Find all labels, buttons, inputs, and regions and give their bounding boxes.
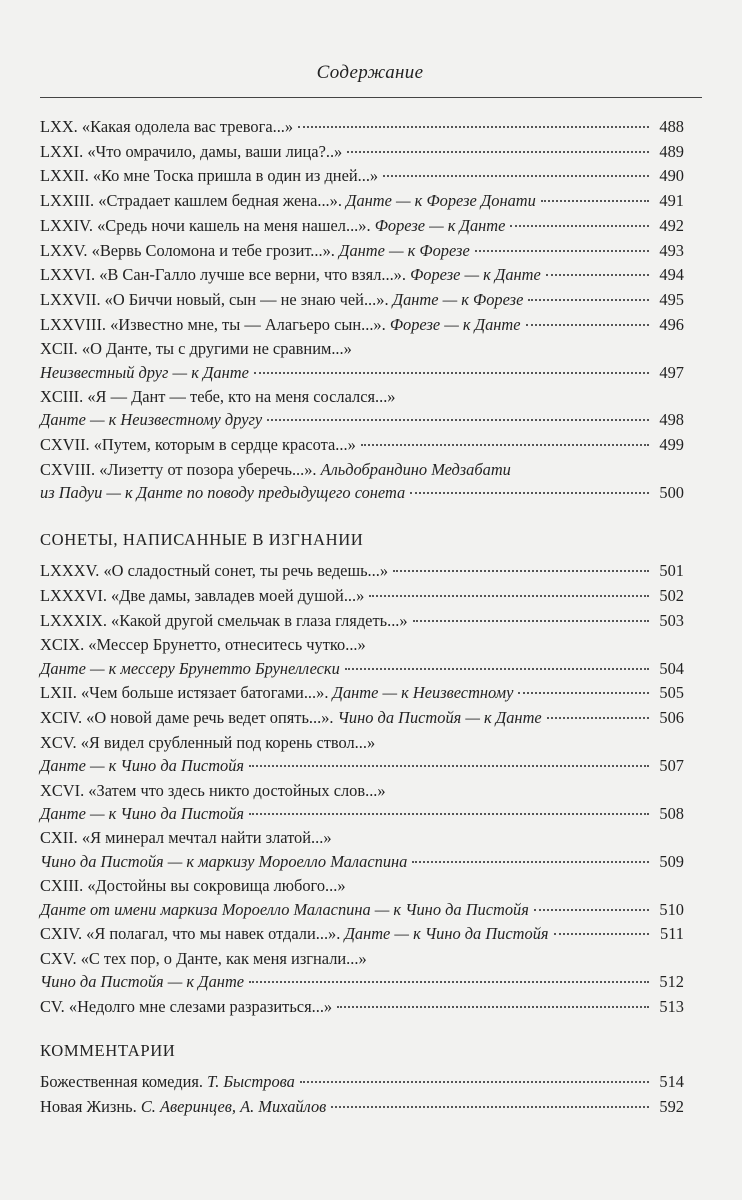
entry-label: Новая Жизнь. С. Аверинцев, А. Михайлов — [40, 1096, 327, 1116]
dot-leader — [393, 569, 649, 572]
toc-entry-xcix[interactable] — [40, 633, 684, 679]
entry-label: LXXXVI. «Две дамы, завладев моей душой...» — [40, 585, 365, 605]
entry-author: Данте — к Чино да Пистойя — [344, 924, 549, 944]
entry-label: LXII. «Чем больше истязает батогами...». Данте — к Неизвестному — [40, 683, 514, 703]
toc-entry-cxii[interactable] — [40, 826, 684, 872]
toc-entry-lxxiv[interactable] — [40, 214, 684, 237]
entry-label: Божественная комедия. Т. Быстрова — [40, 1072, 295, 1092]
entry-label: CXVII. «Путем, которым в сердце красота...» — [40, 435, 356, 455]
section-heading-commentary[interactable]: КОММЕНТАРИИ — [40, 1041, 176, 1061]
toc-entry-xciii[interactable] — [40, 385, 684, 431]
toc-entry-lxxxv[interactable] — [40, 559, 684, 582]
dot-leader — [413, 619, 649, 622]
dot-leader — [526, 323, 649, 326]
entry-author: Форезе — к Данте — [389, 314, 521, 334]
toc-entry-xcii[interactable] — [40, 337, 684, 383]
toc-entry-lxxviii[interactable] — [40, 313, 684, 336]
entry-label: XCVI. «Затем что здесь никто достойных слов...» — [40, 780, 386, 800]
entry-author: Данте — к Чино да Пистойя — [40, 803, 245, 823]
dot-leader — [518, 691, 649, 694]
entry-label: LXX. «Какая одолела вас тревога...» — [40, 117, 294, 136]
dot-leader — [547, 716, 649, 719]
dot-leader — [254, 371, 649, 374]
dot-leader — [383, 174, 649, 177]
entry-label: XCIV. «О новой даме речь ведет опять...». Чино да Пистойя — к Данте — [40, 707, 542, 727]
entry-author: Т. Быстрова — [207, 1072, 295, 1092]
dot-leader — [347, 150, 649, 153]
page-number: 514 — [659, 1072, 684, 1092]
page-number: 495 — [659, 289, 684, 309]
page-number: 508 — [659, 803, 684, 823]
dot-leader — [249, 980, 649, 983]
toc-entry-divine-comedy-commentary[interactable] — [40, 1070, 684, 1093]
entry-label: CXIV. «Я полагал, что мы навек отдали...». Данте — к Чино да Пистойя — [40, 924, 549, 944]
page-number: 493 — [659, 240, 684, 260]
toc-entry-lxxii[interactable] — [40, 164, 684, 187]
dot-leader — [298, 125, 649, 128]
toc-entry-lxxxix[interactable] — [40, 609, 684, 632]
page-number: 497 — [659, 362, 684, 382]
dot-leader — [249, 764, 649, 767]
toc-entry-xcvi[interactable] — [40, 779, 684, 825]
toc-entry-new-life-commentary[interactable] — [40, 1095, 684, 1118]
page-number: 506 — [659, 707, 684, 727]
dot-leader — [541, 199, 649, 202]
entry-label: CXII. «Я минерал мечтал найти златой...» — [40, 828, 332, 848]
dot-leader — [337, 1005, 649, 1008]
entry-label: XCIII. «Я — Дант — тебе, кто на меня сослался...» — [40, 387, 396, 407]
entry-label: XCIX. «Мессер Брунетто, отнеситесь чутко...» — [40, 635, 366, 655]
entry-author: Данте — к мессеру Брунетто Брунеллески — [40, 658, 340, 678]
entry-author: Неизвестный друг — к Данте — [40, 362, 249, 382]
header-rule — [40, 97, 702, 98]
page-number: 509 — [659, 851, 684, 871]
entry-author: Чино да Пистойя — к маркизу Мороелло Маласпина — [40, 851, 408, 871]
toc-entry-lxii[interactable] — [40, 681, 684, 704]
page-number: 501 — [659, 561, 684, 581]
page-number: 504 — [659, 658, 684, 678]
dot-leader — [528, 298, 649, 301]
toc-entry-cxiv[interactable] — [40, 922, 684, 945]
entry-label: XCV. «Я видел срубленный под корень ствол...» — [40, 732, 376, 752]
page-number: 499 — [659, 435, 684, 455]
running-head: Содержание — [316, 62, 424, 83]
entry-label: LXXXV. «О сладостный сонет, ты речь ведешь...» — [40, 561, 389, 581]
entry-label: LXXII. «Ко мне Тоска пришла в один из дней...» — [40, 166, 379, 186]
entry-author: С. Аверинцев, А. Михайлов — [140, 1096, 327, 1116]
dot-leader — [249, 812, 649, 815]
entry-label: LXXIII. «Страдает кашлем бедная жена...». Данте — к Форезе Донати — [40, 191, 536, 211]
toc-entry-cxiii[interactable] — [40, 874, 684, 920]
page-number: 507 — [659, 755, 684, 775]
entry-author: Данте — к Форезе — [339, 240, 470, 260]
page-number: 512 — [659, 972, 684, 992]
page-number: 511 — [660, 924, 684, 944]
page-number: 496 — [659, 314, 684, 334]
dot-leader — [510, 224, 649, 227]
toc-entry-xcv[interactable] — [40, 731, 684, 777]
dot-leader — [475, 249, 649, 252]
entry-label: LXXV. «Вервь Соломона и тебе грозит...». Данте — к Форезе — [40, 240, 470, 260]
entry-label: CXIII. «Достойны вы сокровища любого...» — [40, 876, 346, 896]
toc-entry-lxxv[interactable] — [40, 239, 684, 262]
table-of-contents — [40, 115, 684, 1118]
entry-author: Данте — к Чино да Пистойя — [40, 755, 245, 775]
entry-label: CXV. «С тех пор, о Данте, как меня изгнали...» — [40, 949, 367, 968]
entry-author: Данте от имени маркиза Мороелло Маласпина — к Чино да Пистойя — [40, 899, 529, 919]
page-number: 505 — [659, 683, 684, 703]
entry-author: Чино да Пистойя — к Данте — [337, 707, 542, 727]
entry-author: Данте — к Неизвестному другу — [40, 410, 263, 430]
page-number: 513 — [659, 996, 684, 1016]
page-number: 491 — [659, 191, 684, 211]
page-number: 510 — [659, 899, 684, 919]
dot-leader — [345, 667, 649, 670]
toc-entry-lxx[interactable] — [40, 115, 684, 138]
entry-author-continued: из Падуи — к Данте по поводу предыдущего сонета — [40, 483, 406, 503]
page-number: 489 — [659, 141, 684, 161]
dot-leader — [546, 273, 649, 276]
dot-leader — [369, 594, 649, 597]
page-number: 498 — [659, 410, 684, 430]
page-number: 592 — [659, 1096, 684, 1116]
dot-leader — [267, 418, 649, 421]
page-number: 492 — [659, 215, 684, 235]
entry-label: XCII. «О Данте, ты с другими не сравним...» — [40, 339, 352, 359]
toc-entry-lxxvii[interactable] — [40, 288, 684, 311]
toc-entry-cxv[interactable] — [40, 947, 684, 993]
toc-entry-lxxi[interactable] — [40, 140, 684, 163]
toc-entry-cxviii[interactable] — [40, 458, 684, 504]
entry-author: Форезе — к Данте — [374, 215, 506, 235]
toc-entry-xciv[interactable] — [40, 706, 684, 729]
toc-entry-lxxvi[interactable] — [40, 263, 684, 286]
dot-leader — [554, 932, 649, 935]
entry-author: Данте — к Неизвестному — [332, 683, 514, 703]
entry-author: Альдобрандино Медзабати — [320, 459, 511, 479]
entry-label: LXXVII. «О Биччи новый, сын — не знаю чей...». Данте — к Форезе — [40, 289, 524, 309]
entry-label: LXXI. «Что омрачило, дамы, ваши лица?..» — [40, 141, 343, 161]
entry-label: LXXVI. «В Сан-Галло лучше все верни, что взял...». Форезе — к Данте — [40, 265, 541, 285]
page-number: 494 — [659, 265, 684, 285]
dot-leader — [534, 908, 649, 911]
entry-author: Данте — к Форезе Донати — [346, 191, 536, 211]
dot-leader — [412, 860, 649, 863]
dot-leader — [410, 491, 649, 494]
toc-entry-lxxiii[interactable] — [40, 189, 684, 212]
page-number: 503 — [659, 610, 684, 630]
toc-entry-cv[interactable] — [40, 995, 684, 1018]
section-heading-exile-sonnets[interactable]: СОНЕТЫ, НАПИСАННЫЕ В ИЗГНАНИИ — [40, 530, 364, 550]
entry-author: Чино да Пистойя — к Данте — [40, 972, 245, 992]
page-number: 490 — [659, 166, 684, 186]
entry-label: LXXIV. «Средь ночи кашель на меня нашел...». Форезе — к Данте — [40, 215, 506, 235]
page-number: 488 — [659, 117, 684, 136]
dot-leader — [361, 443, 649, 446]
page-number: 502 — [659, 585, 684, 605]
entry-author: Форезе — к Данте — [410, 265, 541, 285]
toc-entry-cxvii[interactable] — [40, 433, 684, 456]
dot-leader — [331, 1105, 649, 1108]
entry-label: CV. «Недолго мне слезами разразиться...» — [40, 996, 333, 1016]
entry-label: CXVIII. «Лизетту от позора уберечь...». Альдобрандино Медзабати — [40, 459, 511, 479]
entry-label: LXXVIII. «Известно мне, ты — Алагьеро сын...». Форезе — к Данте — [40, 314, 521, 334]
entry-label: LXXXIX. «Какой другой смельчак в глаза глядеть...» — [40, 610, 408, 630]
page-number: 500 — [659, 483, 684, 503]
toc-entry-lxxxvi[interactable] — [40, 584, 684, 607]
entry-author: Данте — к Форезе — [392, 289, 524, 309]
dot-leader — [300, 1080, 649, 1083]
